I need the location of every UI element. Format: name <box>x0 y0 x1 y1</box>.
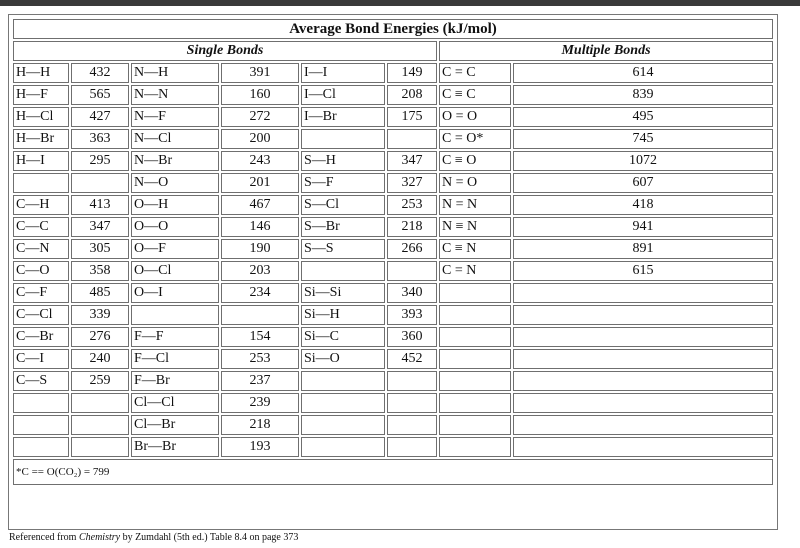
energy-multiple-cell: 615 <box>513 261 773 281</box>
energy-c-cell <box>387 393 437 413</box>
single-bond-b-cell: O—I <box>131 283 219 303</box>
energy-multiple-cell: 745 <box>513 129 773 149</box>
single-bond-b-cell: N—F <box>131 107 219 127</box>
single-bonds-header: Single Bonds <box>13 41 437 61</box>
table-row <box>13 349 773 369</box>
energy-a-cell: 432 <box>71 63 129 83</box>
multiple-bond-cell <box>439 393 511 413</box>
energy-a-cell <box>71 437 129 457</box>
energy-a-cell: 358 <box>71 261 129 281</box>
energy-a-cell: 565 <box>71 85 129 105</box>
energy-a-cell: 413 <box>71 195 129 215</box>
single-bond-b-cell: Br—Br <box>131 437 219 457</box>
single-bond-c-cell <box>301 371 385 391</box>
energy-c-cell: 208 <box>387 85 437 105</box>
energy-c-cell: 452 <box>387 349 437 369</box>
single-bond-a-cell <box>13 415 69 435</box>
single-bond-c-cell: S—Cl <box>301 195 385 215</box>
multiple-bond-cell <box>439 283 511 303</box>
table-row <box>13 261 773 281</box>
single-bond-b-cell: N—N <box>131 85 219 105</box>
energy-b-cell: 239 <box>221 393 299 413</box>
single-bond-b-cell: O—H <box>131 195 219 215</box>
energy-c-cell: 347 <box>387 151 437 171</box>
single-bond-c-cell: Si—H <box>301 305 385 325</box>
single-bond-c-cell: Si—O <box>301 349 385 369</box>
reference-book-title: Chemistry <box>78 532 121 543</box>
section-header-row <box>13 41 773 61</box>
energy-a-cell <box>71 173 129 193</box>
energy-c-cell: 340 <box>387 283 437 303</box>
top-bar <box>0 0 800 6</box>
multiple-bond-cell: C ≡ O <box>439 151 511 171</box>
table-row <box>13 437 773 457</box>
multiple-bond-cell <box>439 349 511 369</box>
energy-multiple-cell: 891 <box>513 239 773 259</box>
energy-a-cell: 276 <box>71 327 129 347</box>
single-bond-c-cell: I—Br <box>301 107 385 127</box>
energy-a-cell: 295 <box>71 151 129 171</box>
energy-b-cell: 253 <box>221 349 299 369</box>
single-bond-a-cell: C—F <box>13 283 69 303</box>
footnote-row <box>13 459 773 485</box>
energy-a-cell: 347 <box>71 217 129 237</box>
table-row <box>13 239 773 259</box>
single-bond-b-cell: N—Cl <box>131 129 219 149</box>
single-bond-a-cell <box>13 437 69 457</box>
single-bond-b-cell: N—H <box>131 63 219 83</box>
multiple-bond-cell <box>439 437 511 457</box>
energy-b-cell: 154 <box>221 327 299 347</box>
single-bond-b-cell: F—F <box>131 327 219 347</box>
energy-b-cell: 243 <box>221 151 299 171</box>
single-bond-a-cell: H—F <box>13 85 69 105</box>
energy-multiple-cell <box>513 437 773 457</box>
energy-b-cell: 237 <box>221 371 299 391</box>
energy-multiple-cell <box>513 349 773 369</box>
single-bond-a-cell: C—C <box>13 217 69 237</box>
energy-c-cell: 253 <box>387 195 437 215</box>
energy-multiple-cell <box>513 393 773 413</box>
energy-a-cell: 363 <box>71 129 129 149</box>
single-bond-b-cell: N—O <box>131 173 219 193</box>
single-bond-c-cell <box>301 437 385 457</box>
single-bond-a-cell: C—S <box>13 371 69 391</box>
multiple-bond-cell <box>439 415 511 435</box>
energy-b-cell: 190 <box>221 239 299 259</box>
single-bond-b-cell: O—F <box>131 239 219 259</box>
energy-b-cell: 391 <box>221 63 299 83</box>
reference-suffix: by Zumdahl (5th ed.) Table 8.4 on page 373 <box>120 532 299 543</box>
single-bond-b-cell: O—Cl <box>131 261 219 281</box>
single-bond-a-cell: C—Br <box>13 327 69 347</box>
title-row <box>13 19 773 39</box>
table-row <box>13 305 773 325</box>
table-row <box>13 195 773 215</box>
energy-c-cell: 149 <box>387 63 437 83</box>
energy-b-cell <box>221 305 299 325</box>
single-bond-b-cell: Cl—Cl <box>131 393 219 413</box>
table-row <box>13 173 773 193</box>
energy-b-cell: 234 <box>221 283 299 303</box>
single-bond-a-cell: H—H <box>13 63 69 83</box>
multiple-bond-cell <box>439 327 511 347</box>
multiple-bonds-header: Multiple Bonds <box>439 41 773 61</box>
energy-c-cell <box>387 415 437 435</box>
energy-a-cell: 305 <box>71 239 129 259</box>
multiple-bond-cell: N = O <box>439 173 511 193</box>
energy-multiple-cell: 941 <box>513 217 773 237</box>
table-row <box>13 151 773 171</box>
table-row <box>13 129 773 149</box>
single-bond-c-cell: S—Br <box>301 217 385 237</box>
energy-c-cell <box>387 437 437 457</box>
energy-b-cell: 201 <box>221 173 299 193</box>
single-bond-b-cell: F—Cl <box>131 349 219 369</box>
single-bond-b-cell: F—Br <box>131 371 219 391</box>
energy-multiple-cell: 1072 <box>513 151 773 171</box>
multiple-bond-cell <box>439 305 511 325</box>
reference-prefix: Referenced from <box>9 532 79 543</box>
multiple-bond-cell: C ≡ N <box>439 239 511 259</box>
energy-a-cell: 427 <box>71 107 129 127</box>
table-row <box>13 327 773 347</box>
multiple-bond-cell: C = C <box>439 63 511 83</box>
single-bond-c-cell: Si—C <box>301 327 385 347</box>
bond-energy-table-frame <box>8 14 778 530</box>
single-bond-a-cell <box>13 173 69 193</box>
energy-multiple-cell: 495 <box>513 107 773 127</box>
single-bond-a-cell: H—Br <box>13 129 69 149</box>
single-bond-c-cell: I—I <box>301 63 385 83</box>
energy-a-cell: 259 <box>71 371 129 391</box>
multiple-bond-cell: N ≡ N <box>439 217 511 237</box>
single-bond-c-cell <box>301 415 385 435</box>
single-bond-b-cell: N—Br <box>131 151 219 171</box>
energy-b-cell: 193 <box>221 437 299 457</box>
energy-multiple-cell: 418 <box>513 195 773 215</box>
single-bond-c-cell: S—F <box>301 173 385 193</box>
table-row <box>13 283 773 303</box>
reference-note <box>9 532 298 543</box>
table-row <box>13 415 773 435</box>
single-bond-a-cell: H—I <box>13 151 69 171</box>
single-bond-a-cell: C—O <box>13 261 69 281</box>
energy-b-cell: 218 <box>221 415 299 435</box>
energy-b-cell: 467 <box>221 195 299 215</box>
single-bond-c-cell: S—S <box>301 239 385 259</box>
energy-a-cell: 240 <box>71 349 129 369</box>
table-row <box>13 107 773 127</box>
single-bond-c-cell: I—Cl <box>301 85 385 105</box>
single-bond-a-cell: C—H <box>13 195 69 215</box>
energy-b-cell: 160 <box>221 85 299 105</box>
energy-c-cell: 327 <box>387 173 437 193</box>
energy-c-cell: 266 <box>387 239 437 259</box>
energy-b-cell: 146 <box>221 217 299 237</box>
table-title: Average Bond Energies (kJ/mol) <box>13 19 773 39</box>
energy-b-cell: 203 <box>221 261 299 281</box>
energy-multiple-cell: 607 <box>513 173 773 193</box>
energy-b-cell: 272 <box>221 107 299 127</box>
energy-multiple-cell <box>513 371 773 391</box>
single-bond-b-cell: O—O <box>131 217 219 237</box>
table-row <box>13 63 773 83</box>
single-bond-b-cell <box>131 305 219 325</box>
single-bond-c-cell <box>301 393 385 413</box>
single-bond-c-cell <box>301 261 385 281</box>
single-bond-c-cell: Si—Si <box>301 283 385 303</box>
table-row <box>13 85 773 105</box>
energy-b-cell: 200 <box>221 129 299 149</box>
multiple-bond-cell: C = O* <box>439 129 511 149</box>
energy-c-cell <box>387 129 437 149</box>
energy-c-cell: 393 <box>387 305 437 325</box>
energy-a-cell: 485 <box>71 283 129 303</box>
single-bond-a-cell: C—N <box>13 239 69 259</box>
multiple-bond-cell: O = O <box>439 107 511 127</box>
single-bond-c-cell <box>301 129 385 149</box>
single-bond-a-cell: C—I <box>13 349 69 369</box>
energy-multiple-cell <box>513 415 773 435</box>
table-row <box>13 393 773 413</box>
energy-a-cell <box>71 393 129 413</box>
footnote: *C == O(CO₂) = 799 <box>13 459 773 485</box>
energy-c-cell <box>387 261 437 281</box>
table-row <box>13 217 773 237</box>
energy-c-cell <box>387 371 437 391</box>
energy-multiple-cell <box>513 305 773 325</box>
energy-c-cell: 218 <box>387 217 437 237</box>
single-bond-c-cell: S—H <box>301 151 385 171</box>
energy-multiple-cell <box>513 283 773 303</box>
energy-multiple-cell: 839 <box>513 85 773 105</box>
multiple-bond-cell: N = N <box>439 195 511 215</box>
energy-a-cell: 339 <box>71 305 129 325</box>
energy-multiple-cell <box>513 327 773 347</box>
single-bond-a-cell: H—Cl <box>13 107 69 127</box>
energy-multiple-cell: 614 <box>513 63 773 83</box>
multiple-bond-cell <box>439 371 511 391</box>
multiple-bond-cell: C = N <box>439 261 511 281</box>
single-bond-a-cell <box>13 393 69 413</box>
energy-c-cell: 360 <box>387 327 437 347</box>
table-row <box>13 371 773 391</box>
single-bond-a-cell: C—Cl <box>13 305 69 325</box>
single-bond-b-cell: Cl—Br <box>131 415 219 435</box>
bond-energy-table <box>11 17 775 487</box>
multiple-bond-cell: C ≡ C <box>439 85 511 105</box>
energy-c-cell: 175 <box>387 107 437 127</box>
energy-a-cell <box>71 415 129 435</box>
